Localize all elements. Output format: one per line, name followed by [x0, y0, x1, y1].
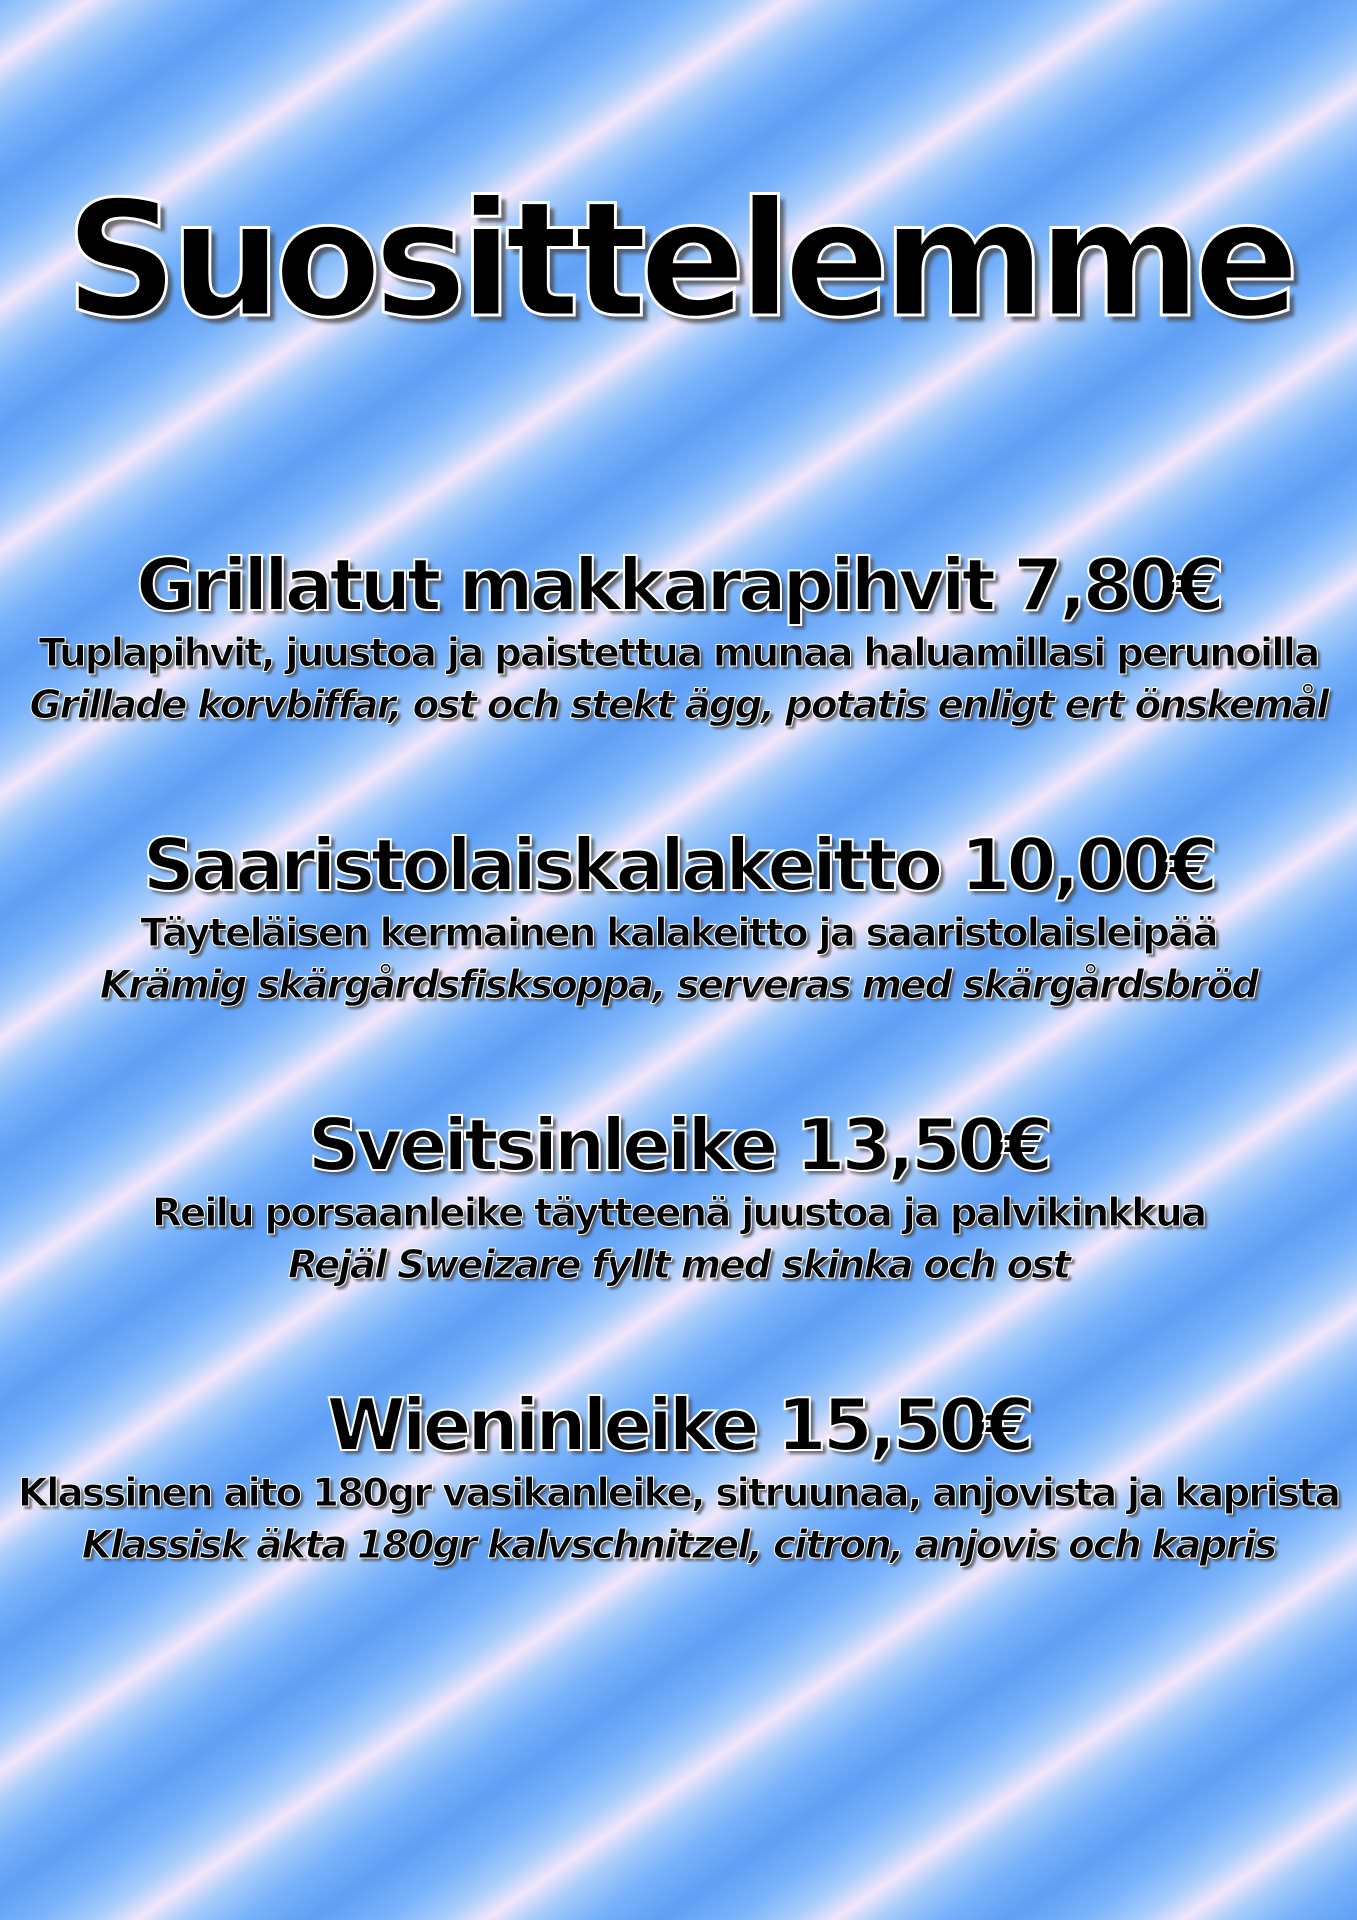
page-title: Suosittelemme	[65, 166, 1292, 353]
menu-item-description-fi: Klassinen aito 180gr vasikanleike, sitruunaa, anjovista ja kaprista	[17, 1471, 1340, 1516]
menu-item	[0, 822, 1357, 1012]
menu-item-description-fi: Tuplapihvit, juustoa ja paistettua munaa haluamillasi perunoilla	[38, 631, 1319, 676]
menu-item	[0, 1102, 1357, 1292]
menu-item-heading: Sveitsinleike 13,50€	[307, 1103, 1050, 1187]
menu-item-description-sv: Klassisk äkta 180gr kalvschnitzel, citron, anjovis och kapris	[81, 1523, 1276, 1568]
menu-item-heading: Saaristolaiskalakeitto 10,00€	[142, 823, 1215, 907]
menu-item-heading: Grillatut makkarapihvit 7,80€	[136, 543, 1221, 627]
menu-item	[0, 1382, 1357, 1572]
menu-item-description-sv: Krämig skärgårdsfisksoppa, serveras med skärgårdsbröd	[99, 963, 1258, 1008]
menu-item-description-sv: Grillade korvbiffar, ost och stekt ägg, potatis enligt ert önskemål	[29, 683, 1328, 728]
menu-item-description-fi: Täyteläisen kermainen kalakeitto ja saaristolaisleipää	[140, 911, 1217, 956]
menu-item-description-fi: Reilu porsaanleike täytteenä juustoa ja palvikinkkua	[151, 1191, 1206, 1236]
menu-item-description-sv: Rejäl Sweizare fyllt med skinka och ost	[287, 1243, 1070, 1288]
menu-item	[0, 542, 1357, 732]
menu-item-heading: Wieninleike 15,50€	[326, 1383, 1031, 1467]
